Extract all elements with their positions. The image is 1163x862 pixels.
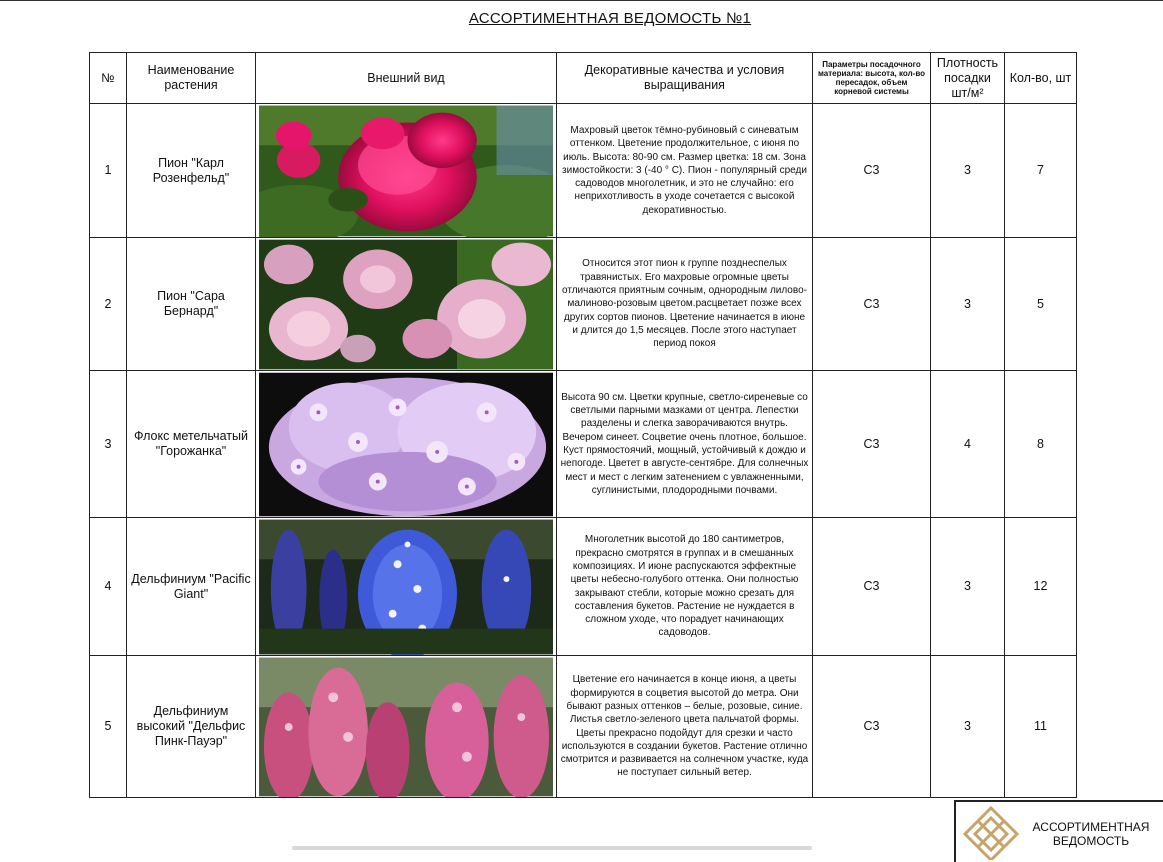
header-qty: Кол-во, шт: [1005, 53, 1077, 104]
horizontal-scrollbar[interactable]: [292, 846, 812, 850]
plant-photo-cell: [256, 371, 557, 518]
plant-density: 3: [931, 518, 1005, 656]
plant-name: Пион "Сара Бернард": [127, 238, 256, 371]
plant-description: Цветение его начинается в конце июня, а цветы формируются в соцветия высотой до метра. Они бывают разных оттенков – белые, розовые, синие. Листья светло-зеленого цвета пальчатой формы. Цветы прекрасно подойдут для срезки и часто используются в создании букетов. Растение отлично смотрится и развивается на солнечном участке, куда не поступает сильный ветер.: [557, 656, 813, 798]
plant-params: С3: [813, 371, 931, 518]
delphinium-pacific-giant-photo: [259, 519, 553, 655]
peony-sarah-bernhardt-photo: [259, 239, 553, 370]
plant-qty: 8: [1005, 371, 1077, 518]
page-title: АССОРТИМЕНТНАЯ ВЕДОМОСТЬ №1: [468, 10, 752, 27]
plant-name: Пион "Карл Розенфельд": [127, 104, 256, 238]
plant-params: С3: [813, 656, 931, 798]
diamond-lattice-icon: [961, 804, 1021, 860]
plant-density: 4: [931, 371, 1005, 518]
table-row: [90, 656, 1077, 798]
header-decor: Декоративные качества и условия выращивания: [557, 53, 813, 104]
stamp-logo: [954, 800, 1163, 862]
plant-params: С3: [813, 238, 931, 371]
plant-density: 3: [931, 238, 1005, 371]
header-view: Внешний вид: [256, 53, 557, 104]
plant-qty: 7: [1005, 104, 1077, 238]
table-header-row: [90, 53, 1077, 104]
phlox-gorozhanka-photo: [259, 372, 553, 517]
plant-photo-cell: [256, 518, 557, 656]
plant-params: С3: [813, 518, 931, 656]
plant-params: С3: [813, 104, 931, 238]
plant-description: Махровый цветок тёмно-рубиновый с синеватым оттенком. Цветение продолжительное, с июня по июль. Высота: 80-90 см. Размер цветка: 18 см. Зона зимостойкости: 3 (-40 ° С). Пион - популярный среди садоводов многолетник, и это не случайно: его неприхотливость в уходе сочетается с высокой декоративностью.: [557, 104, 813, 238]
plant-qty: 5: [1005, 238, 1077, 371]
row-num: 3: [90, 371, 127, 518]
delphinium-pink-power-photo: [259, 657, 553, 797]
table-row: [90, 518, 1077, 656]
plant-description: Относится этот пион к группе позднеспелых травянистых. Его махровые огромные цветы отличаются приятным сочным, однородным лилово-малиново-розовым цветом.расцветает позже всех других сортов пионов. Цветение начинается в июне и длится до 1,5 месяцев. После этого наступает период покоя: [557, 238, 813, 371]
plant-name: Флокс метельчатый "Горожанка": [127, 371, 256, 518]
top-border: [0, 0, 1163, 1]
assortment-table: [89, 52, 1077, 798]
table-row: [90, 371, 1077, 518]
header-params: Параметры посадочного материала: высота, кол-во пересадок, объем корневой системы: [813, 53, 931, 104]
plant-photo-cell: [256, 656, 557, 798]
table-row: [90, 238, 1077, 371]
plant-description: Многолетник высотой до 180 сантиметров, прекрасно смотрятся в группах и в смешанных композициях. И июне распускаются эффектные цветы небесно-голубого оттенка. Они полностью закрывают стебли, которые можно срезать для составления букетов. Растение не нуждается в сложном уходе, что порадует начинающих садоводов.: [557, 518, 813, 656]
row-num: 1: [90, 104, 127, 238]
stamp-logo-text: АССОРТИМЕНТНАЯ ВЕДОМОСТЬ: [1032, 820, 1150, 848]
plant-description: Высота 90 см. Цветки крупные, светло-сиреневые со светлыми парными мазками от центра. Лепестки разделены и слегка заворачиваются внутрь. Вечером синеет. Соцветие очень плотное, большое. Куст прямостоячий, мощный, устойчивый к дождю и непогоде. Цветет в августе-сентябре. Для солнечных мест и мест с легким затенением с увлажненными, суглинистыми, плодородными почвами.: [557, 371, 813, 518]
row-num: 2: [90, 238, 127, 371]
plant-qty: 11: [1005, 656, 1077, 798]
header-density: Плотность посадки шт/м²: [931, 53, 1005, 104]
header-name: Наименование растения: [127, 53, 256, 104]
peony-karl-rosenfeld-photo: [259, 105, 553, 237]
plant-photo-cell: [256, 238, 557, 371]
plant-qty: 12: [1005, 518, 1077, 656]
plant-density: 3: [931, 104, 1005, 238]
plant-photo-cell: [256, 104, 557, 238]
row-num: 5: [90, 656, 127, 798]
table-row: [90, 104, 1077, 238]
plant-name: Дельфиниум высокий "Дельфис Пинк-Пауэр": [127, 656, 256, 798]
plant-density: 3: [931, 656, 1005, 798]
plant-name: Дельфиниум "Pacific Giant": [127, 518, 256, 656]
row-num: 4: [90, 518, 127, 656]
header-num: №: [90, 53, 127, 104]
